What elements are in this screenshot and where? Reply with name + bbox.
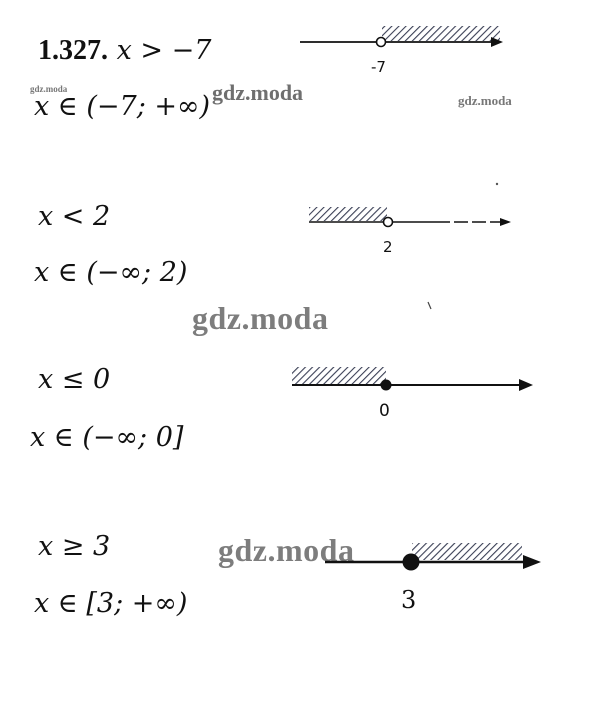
watermark: gdz.moda xyxy=(30,84,68,94)
scan-speck xyxy=(496,183,498,185)
open-point xyxy=(384,218,393,227)
watermark: gdz.moda xyxy=(212,80,304,105)
hatched-region xyxy=(382,26,500,41)
problem-number: 1.327. xyxy=(38,35,108,66)
watermark: gdz.moda xyxy=(218,532,355,568)
point-label-3: 0 xyxy=(379,401,390,421)
inequality-2: x < 2 xyxy=(38,201,111,232)
number-line-2 xyxy=(309,207,511,227)
hatched-region xyxy=(292,367,386,384)
number-line-1 xyxy=(300,26,503,47)
hatched-region xyxy=(412,543,522,560)
watermark: gdz.moda xyxy=(192,300,329,336)
filled-point xyxy=(403,554,420,571)
arrow-head-icon xyxy=(519,379,533,391)
answer-3: x ∈ (−∞; 0] xyxy=(30,422,184,453)
watermark: gdz.moda xyxy=(458,93,512,108)
arrow-head-icon xyxy=(523,555,541,569)
arrow-head-icon xyxy=(500,218,511,226)
number-line-4 xyxy=(325,543,541,571)
scan-speck xyxy=(428,302,431,309)
answer-1: x ∈ (−7; +∞) xyxy=(34,91,211,122)
answer-4: x ∈ [3; +∞) xyxy=(34,588,188,619)
number-line-3 xyxy=(292,367,533,391)
point-label-4: 3 xyxy=(401,586,417,614)
open-point xyxy=(377,38,386,47)
inequality-3: x ≤ 0 xyxy=(38,364,111,395)
inequality-4: x ≥ 3 xyxy=(38,531,111,562)
point-label-2: 2 xyxy=(383,238,393,256)
point-label-1: -7 xyxy=(371,58,386,76)
answer-2: x ∈ (−∞; 2) xyxy=(34,257,188,288)
hatched-region xyxy=(309,207,387,221)
filled-point xyxy=(381,380,392,391)
inequality-1: x > −7 xyxy=(116,35,212,66)
